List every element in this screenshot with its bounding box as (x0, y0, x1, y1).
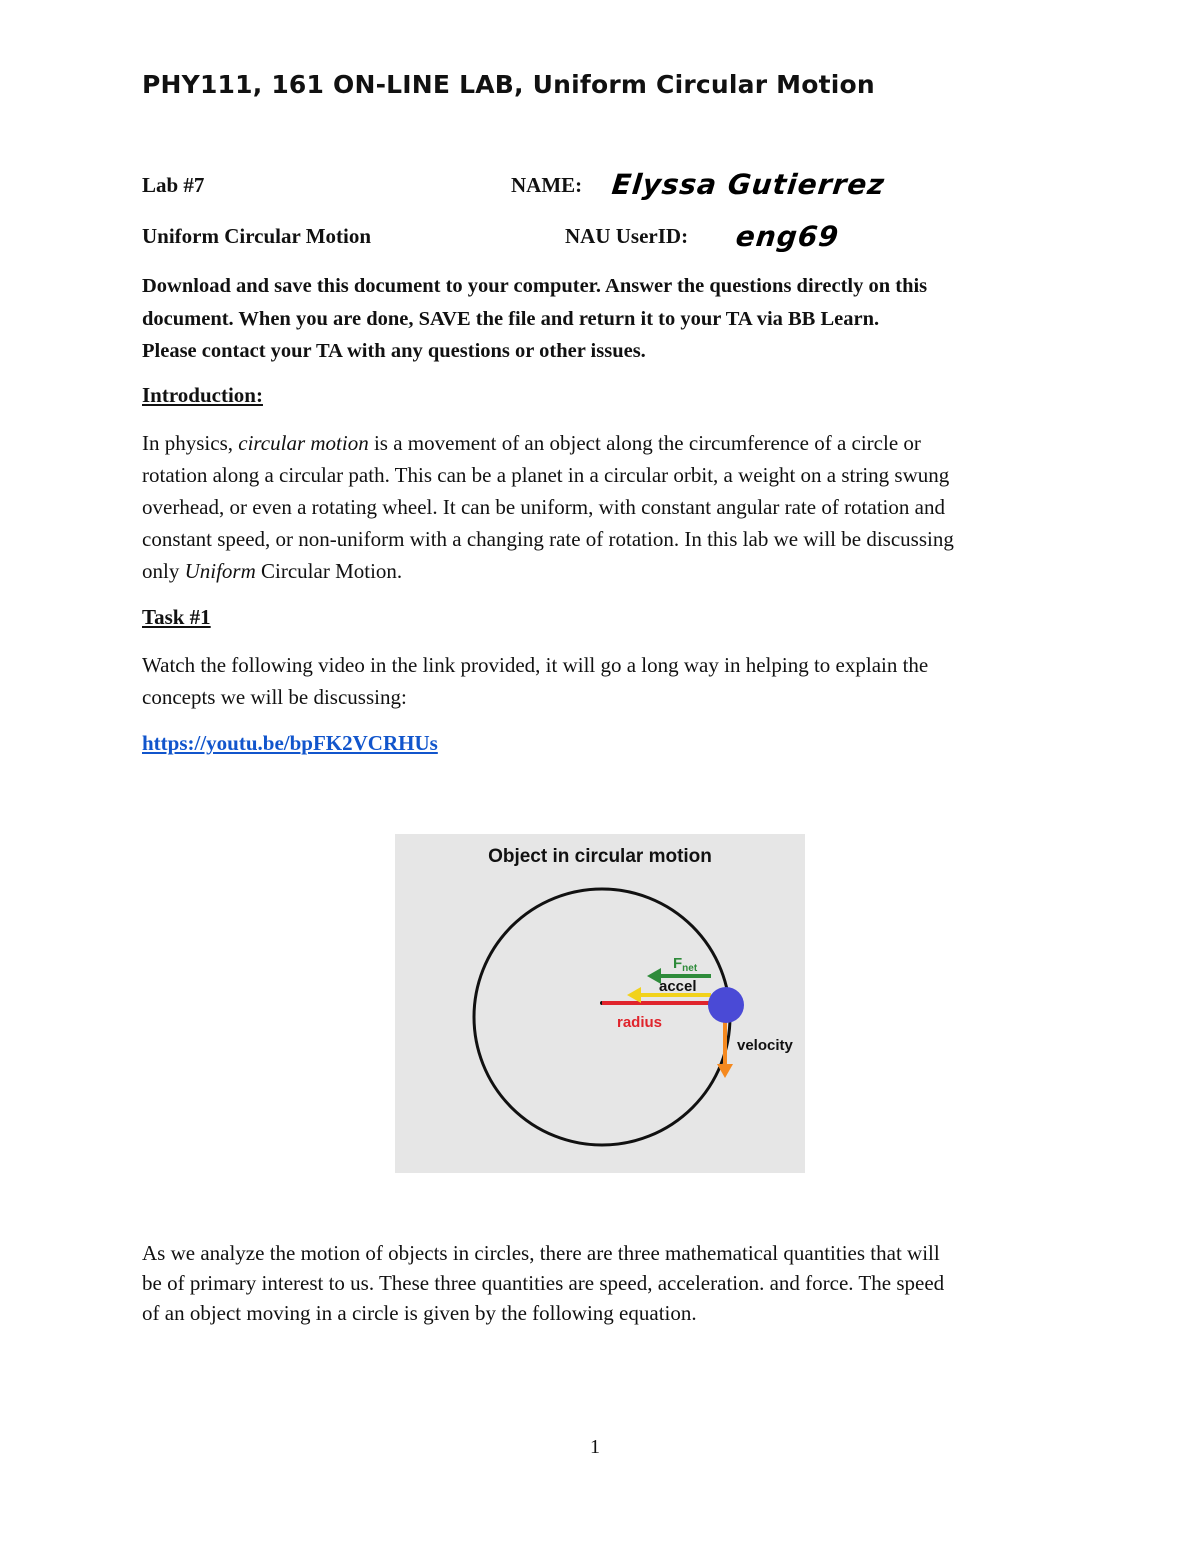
accel-label: accel (659, 978, 697, 995)
body-line: be of primary interest to us. These three quantities are speed, acceleration. and force. The speed (142, 1271, 945, 1295)
body-line: of an object moving in a circle is given by the following equation. (142, 1301, 697, 1325)
intro-paragraph (142, 427, 1062, 587)
accel-arrow-head (627, 987, 641, 1003)
student-userid: eng69 (734, 220, 841, 253)
intro-line: rotation along a circular path. This can be a planet in a circular orbit, a weight on a string swung (142, 463, 950, 487)
intro-text: only (142, 559, 185, 583)
task1-line: concepts we will be discussing: (142, 685, 407, 709)
figure-svg (395, 834, 805, 1173)
lab-topic: Uniform Circular Motion (142, 224, 372, 248)
intro-emphasis: Uniform (184, 559, 256, 583)
figure-title: Object in circular motion (488, 846, 712, 867)
fnet-label (673, 955, 698, 974)
body-line: As we analyze the motion of objects in circles, there are three mathematical quantities that will (142, 1241, 940, 1265)
userid-label: NAU UserID: (565, 224, 689, 248)
instructions-line: Please contact your TA with any questions or other issues. (142, 340, 646, 362)
moving-object (708, 987, 744, 1023)
intro-text: In physics, (142, 431, 239, 455)
instructions-line: Download and save this document to your computer. Answer the questions directly on this (142, 275, 928, 297)
name-label: NAME: (511, 173, 583, 197)
intro-line (142, 427, 1062, 459)
radius-label: radius (617, 1014, 663, 1031)
velocity-label: velocity (737, 1037, 793, 1054)
intro-text: Circular Motion. (255, 559, 403, 583)
intro-line (142, 555, 1062, 587)
intro-line: constant speed, or non-uniform with a changing rate of rotation. In this lab we will be discussing (142, 527, 954, 551)
fnet-label-sub: net (682, 963, 698, 974)
video-link[interactable]: https://youtu.be/bpFK2VCRHUs (142, 731, 438, 755)
task1-heading: Task #1 (142, 605, 211, 629)
circular-path (474, 889, 730, 1145)
intro-text: is a movement of an object along the circumference of a circle or (368, 431, 921, 455)
student-name: Elyssa Gutierrez (610, 168, 887, 201)
task1-paragraph (142, 649, 1062, 713)
instructions (142, 270, 1072, 368)
fnet-label-main: F (673, 955, 683, 972)
task1-line: Watch the following video in the link provided, it will go a long way in helping to explain the (142, 653, 929, 677)
lab-number: Lab #7 (142, 173, 205, 197)
intro-line: overhead, or even a rotating wheel. It can be uniform, with constant angular rate of rotation and (142, 495, 945, 519)
page-title: PHY111, 161 ON-LINE LAB, Uniform Circular Motion (142, 70, 875, 99)
intro-heading: Introduction: (142, 383, 263, 407)
intro-emphasis: circular motion (238, 431, 369, 455)
circular-motion-figure (395, 834, 805, 1173)
body-paragraph (142, 1238, 1062, 1328)
page-number: 1 (590, 1436, 600, 1458)
instructions-line: document. When you are done, SAVE the file and return it to your TA via BB Learn. (142, 307, 880, 330)
